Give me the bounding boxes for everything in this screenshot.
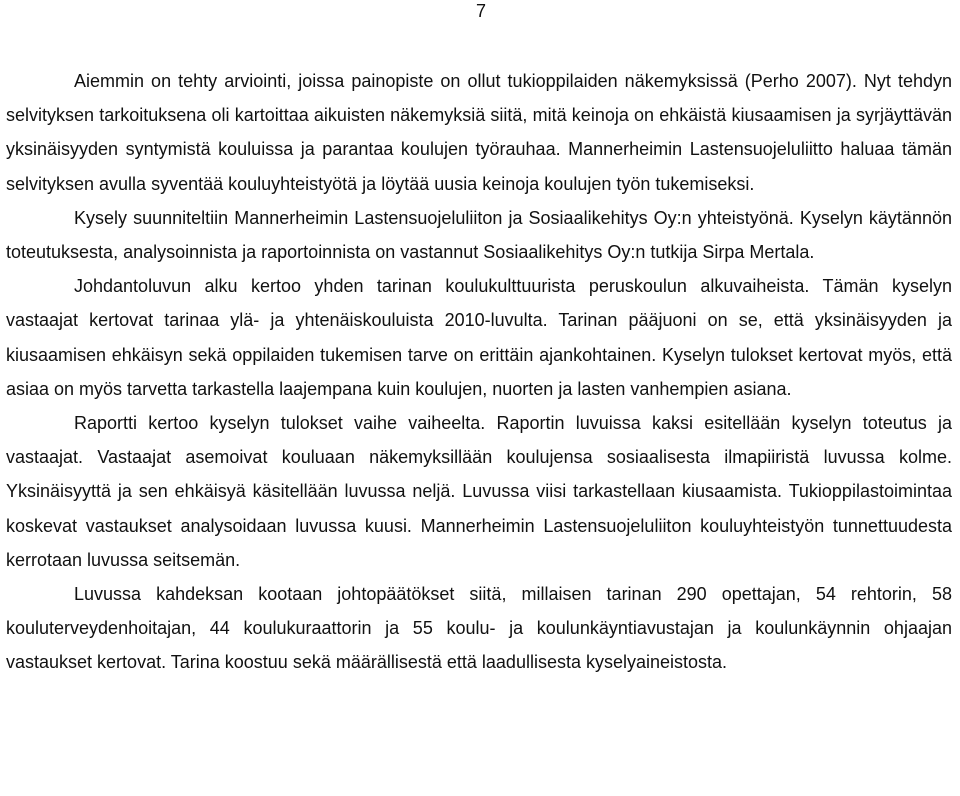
document-body — [6, 64, 952, 680]
paragraph-conclusions: Luvussa kahdeksan kootaan johtopäätökset siitä, millaisen tarinan 290 opettajan, 54 rehtorin, 58 kouluterveydenhoitajan, 44 koulukuraattorin ja 55 koulu- ja koulunkäyntiavustajan ja koulunkäynnin ohjaajan vastaukset kertovat. Tarina koostuu sekä määrällisestä että laadullisesta kyselyaineistosta. — [6, 584, 952, 673]
paragraph-intro: Aiemmin on tehty arviointi, joissa painopiste on ollut tukioppilaiden näkemyksissä (Perho 2007). Nyt tehdyn selvityksen tarkoituksena oli kartoittaa aikuisten näkemyksiä siitä, mitä keinoja on ehkäistä kiusaamisen ja syrjäyttävän yksinäisyyden syntymistä kouluissa ja parantaa koulujen työrauhaa. Mannerheimin Lastensuojeluliitto haluaa tämän selvityksen avulla syventää kouluyhteistyötä ja löytää uusia keinoja koulujen työn tukemiseksi. — [6, 71, 952, 194]
paragraph-report-structure: Raportti kertoo kyselyn tulokset vaihe vaiheelta. Raportin luvuissa kaksi esitellään kyselyn toteutus ja vastaajat. Vastaajat asemoivat kouluaan näkemyksillään koulujensa sosiaalisesta ilmapiiristä luvussa kolme. Yksinäisyyttä ja sen ehkäisyä käsitellään luvussa neljä. Luvussa viisi tarkastellaan kiusaamista. Tukioppilastoimintaa koskevat vastaukset analysoidaan luvussa kuusi. Mannerheimin Lastensuojeluliiton kouluyhteistyön tunnettuudesta kerrotaan luvussa seitsemän. — [6, 413, 952, 570]
page-number: 7 — [475, 1, 486, 21]
paragraph-introduction-chapter: Johdantoluvun alku kertoo yhden tarinan koulukulttuurista peruskoulun alkuvaiheista. Tämän kyselyn vastaajat kertovat tarinaa ylä- ja yhtenäiskouluista 2010-luvulta. Tarinan pääjuoni on se, että yksinäisyyden ja kiusaamisen ehkäisyn sekä oppilaiden tukemisen tarve on erittäin ajankohtainen. Kyselyn tulokset kertovat myös, että asiaa on myös tarvetta tarkastella laajempana kuin koulujen, nuorten ja lasten vanhempien asiana. — [6, 276, 952, 399]
paragraph-survey-design: Kysely suunniteltiin Mannerheimin Lastensuojeluliiton ja Sosiaalikehitys Oy:n yhteistyönä. Kyselyn käytännön toteutuksesta, analysoinnista ja raportoinnista on vastannut Sosiaalikehitys Oy:n tutkija Sirpa Mertala. — [6, 207, 952, 263]
